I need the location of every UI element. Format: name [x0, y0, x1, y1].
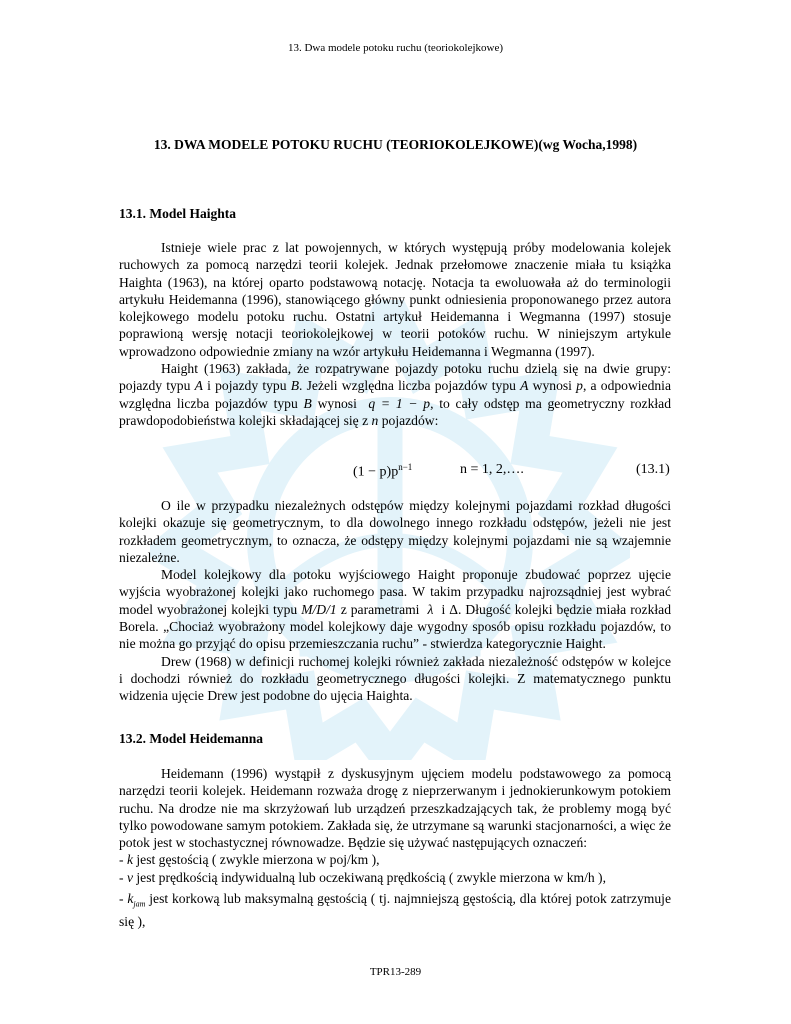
paragraph-haight-assumption: Haight (1963) zakłada, że rozpatrywane pojazdy potoku ruchu dzielą się na dwie grupy: pojazdy typu A i pojazdy typu B. Jeżeli względna liczba pojazdów typu A wynosi p, a odpowiednia względna liczba pojazdów typu B wynosi q = 1 − p, to cały odstęp ma geometryczny rozkład prawdopodobieństwa kolejki składającej się z n pojazdów: — [119, 361, 671, 428]
equation-number: (13.1) — [636, 462, 670, 477]
section-heading-heidemann: 13.2. Model Heidemanna — [119, 731, 263, 746]
paragraph-intro: Istnieje wiele prac z lat powojennych, w których występują próby modelowania kolejek ruchowych za pomocą narzędzi teorii kolejek. Jednak przełomowe znaczenie miała tu książka Haighta (1963), na której oparto podstawową notację. Notacja ta ewoluowała aż do terminologii artykułu Heidemanna (1996), stanowiącego główny punkt odniesienia proponowanego przez autora kolejkowego modelu potoku ruchu. Ostatni artykuł Heidemanna i Wegmanna (1997) stosuje poprawioną wersję notacji teoriokolejkowej w teorii potoków ruchu. W niniejszym artykule wprowadzono odpowiednie zmiany na wzór artykułu Heidemanna i Wegmanna (1997). — [119, 240, 671, 359]
page-number: TPR13-289 — [369, 966, 422, 978]
equation-range: n = 1, 2,…. — [460, 462, 524, 477]
list-item: - k jest gęstością ( zwykle mierzona w poj/km ), — [119, 852, 380, 868]
section-heading-haight: 13.1. Model Haighta — [119, 206, 236, 221]
paragraph-drew: Drew (1968) w definicji ruchomej kolejki również zakłada niezależność odstępów w kolejce i dochodzi również do rozkładu geometrycznego długości kolejki. Z matematycznego punktu widzenia ujęcie Drew jest podobne do ujęcia Haighta. — [119, 653, 671, 704]
list-item: - $k_{jam}$ jest korkową lub maksymalną gęstością ( tj. najmniejszą gęstością, dla której potok zatrzymuje się ), — [119, 891, 671, 930]
equation-expression: $(1 - p)p^{n-1}$ — [353, 462, 413, 480]
section1-body-top — [119, 239, 671, 429]
paragraph-independence: O ile w przypadku niezależnych odstępów między kolejnymi pojazdami rozkład długości kolejki okazuje się geometrycznym, to dla dowolnego innego rozkładu odstępów, jeżeli nie jest rozkładem geometrycznym, to oznacza, że odstępy między kolejnymi pojazdami nie są wzajemnie niezależne. — [119, 498, 671, 565]
list-item: - v jest prędkością indywidualną lub oczekiwaną prędkością ( zwykle mierzona w km/h ), — [119, 869, 606, 885]
section1-body-bottom — [119, 497, 671, 705]
section2-body — [119, 765, 671, 930]
paragraph-queue-model: Model kolejkowy dla potoku wyjściowego Haight proponuje zbudować poprzez ujęcie wyjścia wyobrażonej kolejki jako ruchomego pasa. W takim przypadku najrozsądniej jest wybrać model wyobrażonej kolejki typu M/D/1 z parametrami λ i Δ. Długość kolejki będzie miała rozkład Borela. „Chociaż wyobrażony model kolejkowy daje wygodny sposób opisu rozkładu pojazdów, to nie można go przyjąć do opisu przemieszczania ruchu” - stwierdza kategorycznie Haight. — [119, 567, 671, 652]
chapter-title: 13. DWA MODELE POTOKU RUCHU (TEORIOKOLEJKOWE)(wg Wocha,1998) — [153, 137, 638, 152]
paragraph-heidemann: Heidemann (1996) wystąpił z dyskusyjnym ujęciem modelu podstawowego za pomocą narzędzi teorii kolejek. Heidemann rozważa drogę z nieprzerwanym i jednokierunkowym potokiem ruchu. Na drodze nie ma skrzyżowań lub urządzeń przeszkadzających tak, że problemy mogą być tylko powodowane samym potokiem. Zakłada się, że utrzymane są warunki stacjonarności, a więc że potok jest w stochastycznej równowadze. Będzie się używać następujących oznaczeń: — [119, 766, 671, 851]
running-header: 13. Dwa modele potoku ruchu (teoriokolejkowe) — [287, 42, 504, 54]
